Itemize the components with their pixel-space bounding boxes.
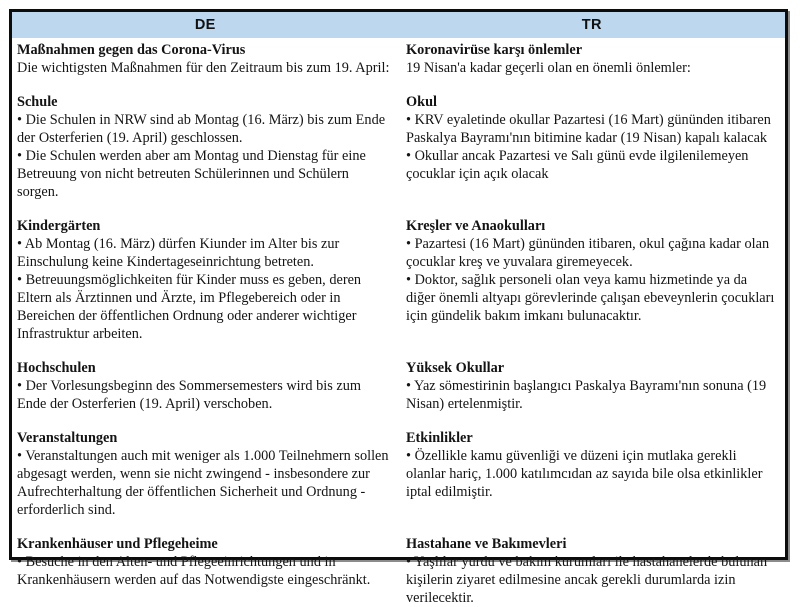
cell-tr-hospitals	[406, 535, 779, 607]
section-title-de-kindergartens: Kindergärten	[17, 218, 101, 234]
cell-de-events	[17, 429, 390, 519]
table-row-hospitals	[17, 535, 779, 607]
bullet-line: • Yaşlılar yurdu ve bakım kurumları ile hastahanelerde bulunan kişilerin ziyaret edilmesine ancak gerekli durumlarda izin verilecektir.	[406, 554, 768, 606]
table-row-kindergartens	[17, 217, 779, 343]
cell-de-universities	[17, 359, 390, 413]
section-title-tr-kindergartens: Kreşler ve Anaokulları	[406, 218, 546, 234]
section-title-tr-hospitals: Hastahane ve Bakımevleri	[406, 536, 567, 552]
bullet-line: • Doktor, sağlık personeli olan veya kamu hizmetinde ya da diğer önemli altyapı görevlerinde çalışan ebeveynlerin çocukları için gündelik bakım imkanı bulunacaktır.	[406, 272, 775, 324]
bullet-line: • Pazartesi (16 Mart) gününden itibaren, okul çağına kadar olan çocuklar kreş ve yuvalara giremeyecek.	[406, 236, 770, 270]
table-row-schools	[17, 93, 779, 201]
bullet-line: • Der Vorlesungsbeginn des Sommersemesters wird bis zum Ende der Osterferien (19. April) verschoben.	[17, 378, 361, 412]
cell-tr-intro	[406, 41, 779, 77]
bullet-line: • Veranstaltungen auch mit weniger als 1.000 Teilnehmern sollen abgesagt werden, wenn sie nicht zwingend - insbesondere zur Aufrechterhaltung der öffentlichen Sicherheit und Ordnung - erforderlich sind.	[17, 448, 389, 518]
bullet-line: • Betreuungsmöglichkeiten für Kinder muss es geben, deren Eltern als Ärztinnen und Ärzte, im Pflegebereich oder in Bereichen der öffentlichen Ordnung oder anderer wichtiger Infrastruktur arbeiten.	[17, 272, 362, 342]
section-line: 19 Nisan'a kadar geçerli olan en önemli önlemler:	[406, 60, 691, 76]
bullet-line: • KRV eyaletinde okullar Pazartesi (16 Mart) gününden itibaren Paskalya Bayramı'nın bitimine kadar (19 Nisan) kapalı kalacak	[406, 112, 771, 146]
bullet-line: • Özellikle kamu güvenliği ve düzeni için mutlaka gerekli olanlar hariç, 1.000 katılımcıdan az sayıda bile olsa etkinlikler iptal edilmiştir.	[406, 448, 763, 500]
section-title-de-intro: Maßnahmen gegen das Corona-Virus	[17, 42, 246, 58]
cell-de-schools	[17, 93, 390, 201]
section-title-tr-events: Etkinlikler	[406, 430, 473, 446]
cell-tr-kindergartens	[406, 217, 779, 343]
bullet-line: • Die Schulen werden aber am Montag und Dienstag für eine Betreuung von nicht betreuten Schülerinnen und Schülern sorgen.	[17, 148, 366, 200]
cell-de-hospitals	[17, 535, 390, 607]
section-line: Die wichtigsten Maßnahmen für den Zeitraum bis zum 19. April:	[17, 60, 390, 76]
cell-tr-events	[406, 429, 779, 519]
cell-tr-universities	[406, 359, 779, 413]
bullet-line: • Besuche in den Alten- und Pflegeeinrichtungen und in Krankenhäusern werden auf das Notwendigste eingeschränkt.	[17, 554, 371, 588]
table-row-intro	[17, 41, 779, 77]
cell-tr-schools	[406, 93, 779, 201]
table-row-universities	[17, 359, 779, 413]
cell-de-kindergartens	[17, 217, 390, 343]
section-title-de-events: Veranstaltungen	[17, 430, 118, 446]
document-table-frame	[9, 9, 788, 606]
bullet-line: • Yaz sömestirinin başlangıcı Paskalya Bayramı'nın sonuna (19 Nisan) ertelenmiştir.	[406, 378, 767, 412]
section-title-tr-universities: Yüksek Okullar	[406, 360, 505, 376]
bullet-line: • Ab Montag (16. März) dürfen Kiunder im Alter bis zur Einschulung keine Kindertageseinrichtung betreten.	[17, 236, 340, 270]
section-title-de-hospitals: Krankenhäuser und Pflegeheime	[17, 536, 218, 552]
table-body	[12, 38, 785, 607]
section-title-de-schools: Schule	[17, 94, 58, 110]
table-row-events	[17, 429, 779, 519]
section-title-tr-schools: Okul	[406, 94, 437, 110]
section-title-de-universities: Hochschulen	[17, 360, 96, 376]
bullet-line: • Okullar ancak Pazartesi ve Salı günü evde ilgilenilemeyen çocuklar için açık olacak	[406, 148, 749, 182]
table-header-row	[12, 12, 785, 38]
cell-de-intro	[17, 41, 390, 77]
bullet-line: • Die Schulen in NRW sind ab Montag (16. März) bis zum Ende der Osterferien (19. April) geschlossen.	[17, 112, 386, 146]
section-title-tr-intro: Koronavirüse karşı önlemler	[406, 42, 583, 58]
header-cell-tr: TR	[581, 17, 602, 33]
header-cell-de: DE	[194, 17, 216, 33]
